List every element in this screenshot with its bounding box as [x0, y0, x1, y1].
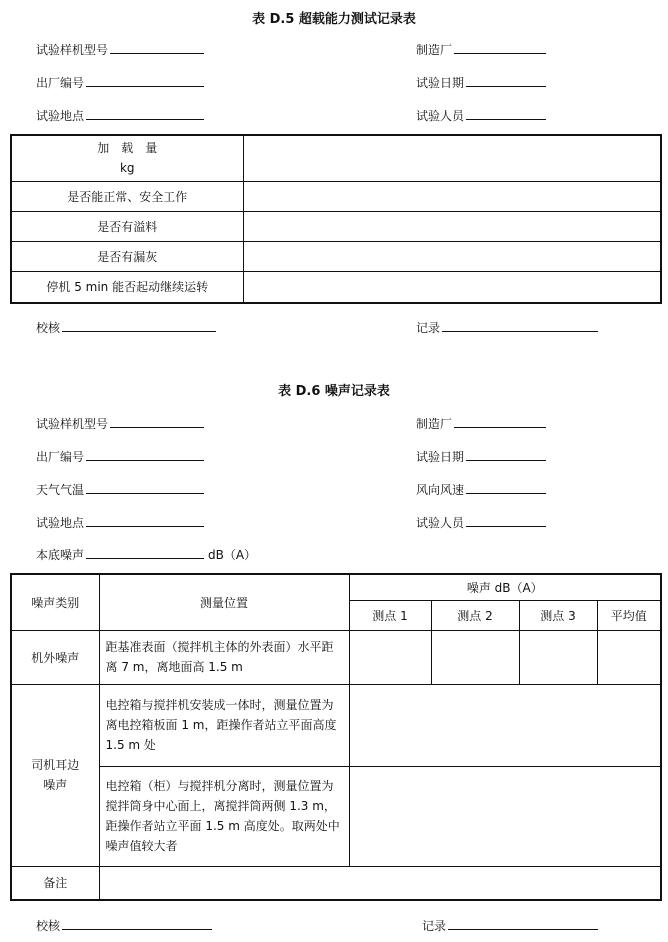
d6-row1-position: 距基准表面（搅拌机主体的外表面）水平距离 7 m，离地面高 1.5 m [99, 630, 349, 684]
d6-date-field[interactable] [416, 447, 546, 465]
d6-wind-label: 风向风速 [416, 483, 465, 497]
d5-load-label: 加 载 量 [97, 141, 158, 156]
d6-record-label: 记录 [422, 919, 447, 933]
d6-manufacturer-label: 制造厂 [416, 417, 453, 431]
d5-overflow-label: 是否有溢料 [11, 211, 243, 241]
d6-row2-type-line1: 司机耳边 [31, 758, 80, 772]
d6-background-field[interactable] [36, 545, 256, 563]
d6-record-field[interactable] [422, 916, 598, 934]
d5-serial-field[interactable] [36, 73, 204, 91]
d5-manufacturer-label: 制造厂 [416, 43, 453, 57]
d6-serial-label: 出厂编号 [36, 450, 85, 464]
d5-table [10, 134, 662, 304]
d6-model-field[interactable] [36, 414, 204, 432]
d6-row1-average[interactable] [597, 630, 661, 684]
d5-normal-label: 是否能正常、安全工作 [11, 181, 243, 211]
d5-date-label: 试验日期 [416, 76, 465, 90]
d6-personnel-field[interactable] [416, 513, 546, 531]
d6-header-position: 测量位置 [99, 574, 349, 630]
d6-row2-value-b[interactable] [349, 766, 661, 866]
d5-record-label: 记录 [416, 321, 441, 335]
d6-header-point2: 测点 2 [431, 600, 519, 630]
d5-normal-value[interactable] [243, 181, 661, 211]
d6-weather-label: 天气气温 [36, 483, 85, 497]
d6-title: 表 D.6 噪声记录表 [278, 384, 390, 399]
d6-weather-field[interactable] [36, 480, 204, 498]
d6-location-field[interactable] [36, 513, 204, 531]
d6-row1-point2[interactable] [431, 630, 519, 684]
d6-header-type: 噪声类别 [11, 574, 99, 630]
d6-background-unit: dB（A） [208, 548, 257, 562]
d6-row1-type: 机外噪声 [11, 630, 99, 684]
d6-personnel-label: 试验人员 [416, 516, 465, 530]
d6-header-average: 平均值 [597, 600, 661, 630]
d6-header-noise: 噪声 dB（A） [349, 574, 661, 600]
d6-wind-field[interactable] [416, 480, 546, 498]
d6-check-field[interactable] [36, 916, 212, 934]
d5-location-field[interactable] [36, 106, 204, 124]
d5-record-field[interactable] [416, 318, 598, 336]
d6-table [10, 573, 662, 901]
d6-remark-value[interactable] [99, 866, 661, 900]
d5-load-unit: kg [119, 161, 135, 176]
d5-model-field[interactable] [36, 40, 204, 58]
d6-check-label: 校核 [36, 919, 61, 933]
d6-row1-point1[interactable] [349, 630, 431, 684]
d5-personnel-label: 试验人员 [416, 109, 465, 123]
d6-row2-position-a: 电控箱与搅拌机安装成一体时，测量位置为离电控箱板面 1 m，距操作者站立平面高度 1.5 m 处 [99, 684, 349, 766]
d5-model-label: 试验样机型号 [36, 43, 109, 57]
d6-background-label: 本底噪声 [36, 548, 85, 562]
d6-location-label: 试验地点 [36, 516, 85, 530]
d6-remark-label: 备注 [11, 866, 99, 900]
d5-load-cell [11, 135, 243, 181]
d5-title: 表 D.5 超载能力测试记录表 [252, 12, 416, 27]
d6-model-label: 试验样机型号 [36, 417, 109, 431]
d5-date-field[interactable] [416, 73, 546, 91]
d6-row2-position-b: 电控箱（柜）与搅拌机分离时，测量位置为搅拌筒身中心面上，离搅拌筒两侧 1.3 m，距操作者站立平面 1.5 m 高度处。取两处中噪声值较大者 [99, 766, 349, 866]
d5-load-value[interactable] [243, 135, 661, 181]
d5-check-field[interactable] [36, 318, 216, 336]
d5-overflow-value[interactable] [243, 211, 661, 241]
d5-leak-label: 是否有漏灰 [11, 241, 243, 271]
d5-personnel-field[interactable] [416, 106, 546, 124]
d5-location-label: 试验地点 [36, 109, 85, 123]
d6-manufacturer-field[interactable] [416, 414, 546, 432]
d6-serial-field[interactable] [36, 447, 204, 465]
d6-header-point3: 测点 3 [519, 600, 597, 630]
d6-row2-type-line2: 噪声 [43, 778, 68, 792]
d5-serial-label: 出厂编号 [36, 76, 85, 90]
d6-date-label: 试验日期 [416, 450, 465, 464]
d5-restart-value[interactable] [243, 271, 661, 303]
d6-row2-value-a[interactable] [349, 684, 661, 766]
d5-restart-label: 停机 5 min 能否起动继续运转 [11, 271, 243, 303]
d5-check-label: 校核 [36, 321, 61, 335]
d5-leak-value[interactable] [243, 241, 661, 271]
d5-manufacturer-field[interactable] [416, 40, 546, 58]
d6-header-point1: 测点 1 [349, 600, 431, 630]
d6-row2-type [11, 684, 99, 866]
d6-row1-point3[interactable] [519, 630, 597, 684]
